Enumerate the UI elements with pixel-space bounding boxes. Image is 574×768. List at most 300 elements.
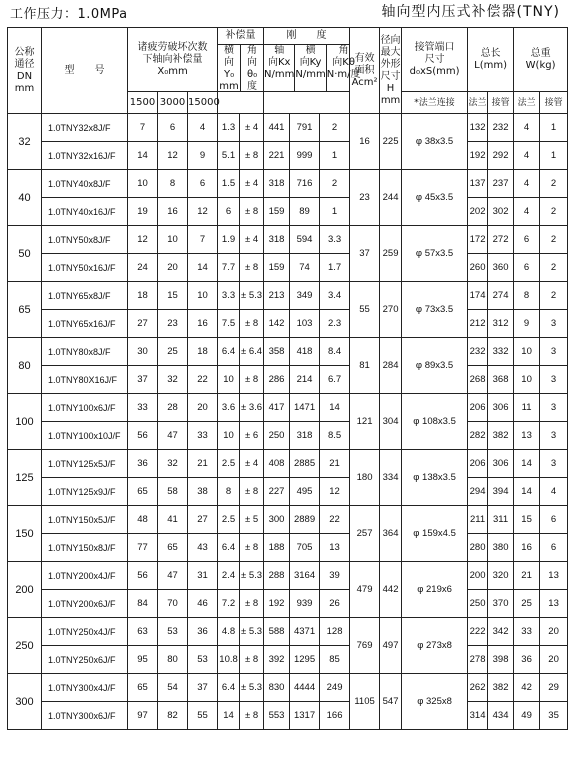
spec-table-body — [8, 114, 568, 730]
area-cell: 257 — [350, 506, 380, 562]
outer-size-header: 径向 最大 外形 尺寸 H mm — [380, 28, 402, 114]
x15000-cell: 18 — [188, 338, 218, 366]
theta-cell: ± 6 — [240, 422, 264, 450]
weight-tube-cell: 2 — [540, 170, 568, 198]
spec-table — [7, 27, 568, 730]
angular-stiffness-header: 角 向Kθ N·m/度 — [326, 45, 361, 80]
weight-flange-cell: 11 — [514, 394, 540, 422]
kt-cell: 12 — [320, 478, 350, 506]
x1500-cell: 30 — [128, 338, 158, 366]
x1500-cell: 37 — [128, 366, 158, 394]
model-cell: 1.0TNY100x6J/F — [42, 394, 128, 422]
kx-cell: 159 — [264, 198, 290, 226]
length-tube-cell: 368 — [488, 366, 514, 394]
length-flange-cell: 137 — [468, 170, 488, 198]
pipe-size-cell: φ 73x3.5 — [402, 282, 468, 338]
y0-cell: 7.2 — [218, 590, 240, 618]
fatigue-1500-header: 1500 — [128, 92, 158, 114]
kx-cell: 213 — [264, 282, 290, 310]
weight-flange-cell: 4 — [514, 142, 540, 170]
area-cell: 23 — [350, 170, 380, 226]
y0-cell: 6.4 — [218, 338, 240, 366]
kt-cell: 3.4 — [320, 282, 350, 310]
kx-cell: 417 — [264, 394, 290, 422]
theta-cell: ± 8 — [240, 702, 264, 730]
length-tube-cell: 380 — [488, 534, 514, 562]
theta-cell: ± 8 — [240, 590, 264, 618]
y0-cell: 6.4 — [218, 674, 240, 702]
ky-cell: 4444 — [290, 674, 320, 702]
x3000-cell: 70 — [158, 590, 188, 618]
flange-connection-header: *法兰连接 — [402, 92, 468, 114]
kt-cell: 26 — [320, 590, 350, 618]
model-header: 型 号 — [42, 28, 128, 114]
length-tube-cell: 332 — [488, 338, 514, 366]
dn-cell: 80 — [8, 338, 42, 394]
x15000-cell: 21 — [188, 450, 218, 478]
length-tube-cell: 292 — [488, 142, 514, 170]
length-flange-cell: 211 — [468, 506, 488, 534]
model-cell: 1.0TNY100x10J/F — [42, 422, 128, 450]
length-flange-cell: 260 — [468, 254, 488, 282]
theta-cell: ± 3.6 — [240, 394, 264, 422]
ky-cell: 791 — [290, 114, 320, 142]
weight-tube-cell: 1 — [540, 114, 568, 142]
model-cell: 1.0TNY80x8J/F — [42, 338, 128, 366]
ky-cell: 3164 — [290, 562, 320, 590]
x3000-cell: 15 — [158, 282, 188, 310]
length-flange-cell: 132 — [468, 114, 488, 142]
length-flange-cell: 282 — [468, 422, 488, 450]
ky-cell: 716 — [290, 170, 320, 198]
kx-cell: 318 — [264, 170, 290, 198]
weight-flange-cell: 4 — [514, 198, 540, 226]
x3000-cell: 47 — [158, 422, 188, 450]
weight-flange-cell: 21 — [514, 562, 540, 590]
table-row — [8, 506, 568, 534]
weight-tube-cell: 6 — [540, 534, 568, 562]
length-flange-cell: 280 — [468, 534, 488, 562]
kx-cell: 588 — [264, 618, 290, 646]
theta-cell: ± 6.4 — [240, 338, 264, 366]
length-tube-cell: 274 — [488, 282, 514, 310]
weight-flange-cell: 14 — [514, 450, 540, 478]
y0-cell: 3.6 — [218, 394, 240, 422]
dn-cell: 125 — [8, 450, 42, 506]
ky-cell: 2889 — [290, 506, 320, 534]
x15000-cell: 27 — [188, 506, 218, 534]
pipe-size-cell: φ 108x3.5 — [402, 394, 468, 450]
x1500-cell: 77 — [128, 534, 158, 562]
weight-tube-cell: 20 — [540, 646, 568, 674]
ky-cell: 1295 — [290, 646, 320, 674]
dn-cell: 300 — [8, 674, 42, 730]
kt-cell: 21 — [320, 450, 350, 478]
outer-size-cell: 334 — [380, 450, 402, 506]
x3000-cell: 54 — [158, 674, 188, 702]
weight-tube-cell: 3 — [540, 366, 568, 394]
stiffness-sub-spacer — [264, 92, 350, 114]
weight-flange-cell: 4 — [514, 114, 540, 142]
table-row — [8, 310, 568, 338]
document-title: 轴向型内压式补偿器(TNY) — [381, 4, 560, 20]
outer-size-cell: 259 — [380, 226, 402, 282]
x3000-cell: 53 — [158, 618, 188, 646]
weight-tube-cell: 20 — [540, 618, 568, 646]
length-flange-cell: 278 — [468, 646, 488, 674]
length-tube-cell: 311 — [488, 506, 514, 534]
x15000-cell: 14 — [188, 254, 218, 282]
table-row — [8, 618, 568, 646]
angular-comp-header: 角 向 θ₀ 度 — [246, 45, 258, 92]
table-row — [8, 226, 568, 254]
model-cell: 1.0TNY40x8J/F — [42, 170, 128, 198]
theta-cell: ± 8 — [240, 142, 264, 170]
table-row — [8, 590, 568, 618]
x1500-cell: 10 — [128, 170, 158, 198]
model-cell: 1.0TNY300x6J/F — [42, 702, 128, 730]
length-flange-cell: 174 — [468, 282, 488, 310]
y0-cell: 8 — [218, 478, 240, 506]
length-flange-cell: 222 — [468, 618, 488, 646]
weight-flange-cell: 4 — [514, 170, 540, 198]
outer-size-cell: 364 — [380, 506, 402, 562]
pipe-header: 接管端口 尺寸 d₀xS(mm) — [402, 28, 468, 92]
weight-flange-cell: 42 — [514, 674, 540, 702]
dn-cell: 100 — [8, 394, 42, 450]
table-row — [8, 534, 568, 562]
length-tube-cell: 398 — [488, 646, 514, 674]
x1500-cell: 36 — [128, 450, 158, 478]
kx-cell: 250 — [264, 422, 290, 450]
dn-header: 公称 通径 DN mm — [8, 28, 42, 114]
y0-cell: 2.4 — [218, 562, 240, 590]
model-cell: 1.0TNY50x8J/F — [42, 226, 128, 254]
weight-tube-cell: 2 — [540, 254, 568, 282]
x1500-cell: 24 — [128, 254, 158, 282]
weight-flange-cell: 25 — [514, 590, 540, 618]
length-tube-cell: 382 — [488, 674, 514, 702]
theta-cell: ± 8 — [240, 478, 264, 506]
dn-cell: 40 — [8, 170, 42, 226]
length-flange-cell: 294 — [468, 478, 488, 506]
y0-cell: 1.5 — [218, 170, 240, 198]
kx-cell: 441 — [264, 114, 290, 142]
y0-cell: 1.9 — [218, 226, 240, 254]
kx-cell: 142 — [264, 310, 290, 338]
x15000-cell: 36 — [188, 618, 218, 646]
kt-cell: 2.3 — [320, 310, 350, 338]
model-cell: 1.0TNY150x5J/F — [42, 506, 128, 534]
length-flange-cell: 202 — [468, 198, 488, 226]
model-cell: 1.0TNY200x6J/F — [42, 590, 128, 618]
lateral-stiffness-header: 横 向Ky N/mm — [295, 45, 326, 91]
y0-cell: 4.8 — [218, 618, 240, 646]
area-header: 有效 面积 Acm² — [350, 28, 380, 114]
axial-stiffness-header: 轴 向Kx N/mm — [264, 45, 295, 91]
kt-cell: 8.4 — [320, 338, 350, 366]
kx-cell: 286 — [264, 366, 290, 394]
ky-cell: 939 — [290, 590, 320, 618]
area-cell: 180 — [350, 450, 380, 506]
weight-tube-cell: 4 — [540, 478, 568, 506]
kt-cell: 1 — [320, 198, 350, 226]
table-row — [8, 702, 568, 730]
y0-cell: 10 — [218, 366, 240, 394]
y0-cell: 1.3 — [218, 114, 240, 142]
outer-size-cell: 547 — [380, 674, 402, 730]
dn-cell: 150 — [8, 506, 42, 562]
weight-tube-cell: 13 — [540, 590, 568, 618]
weight-flange-cell: 10 — [514, 366, 540, 394]
fatigue-15000-header: 15000 — [188, 92, 218, 114]
fatigue-3000-header: 3000 — [158, 92, 188, 114]
table-row — [8, 646, 568, 674]
outer-size-cell: 442 — [380, 562, 402, 618]
weight-flange-cell: 16 — [514, 534, 540, 562]
stiffness-header: 刚 度 轴 向Kx N/mm 横 向Ky N/mm 角 向Kθ N·m/度 — [264, 28, 350, 92]
x15000-cell: 46 — [188, 590, 218, 618]
length-flange-cell: 206 — [468, 450, 488, 478]
theta-cell: ± 8 — [240, 310, 264, 338]
x1500-cell: 63 — [128, 618, 158, 646]
ky-cell: 74 — [290, 254, 320, 282]
dn-cell: 50 — [8, 226, 42, 282]
theta-cell: ± 8 — [240, 254, 264, 282]
kt-cell: 249 — [320, 674, 350, 702]
ky-cell: 4371 — [290, 618, 320, 646]
table-row — [8, 562, 568, 590]
model-cell: 1.0TNY65x8J/F — [42, 282, 128, 310]
ky-cell: 705 — [290, 534, 320, 562]
fatigue-header: 诸疲劳破坏次数 下轴向补偿量 X₀mm — [128, 28, 218, 92]
x3000-cell: 6 — [158, 114, 188, 142]
lateral-comp-header: 横 向 Y₀ mm — [218, 45, 241, 91]
weight-header: 总重 W(kg) — [514, 28, 568, 92]
length-tube-cell: 302 — [488, 198, 514, 226]
pipe-size-cell: φ 45x3.5 — [402, 170, 468, 226]
weight-flange-cell: 15 — [514, 506, 540, 534]
length-tube-cell: 306 — [488, 394, 514, 422]
kx-cell: 392 — [264, 646, 290, 674]
outer-size-cell: 270 — [380, 282, 402, 338]
theta-cell: ± 8 — [240, 366, 264, 394]
model-cell: 1.0TNY40x16J/F — [42, 198, 128, 226]
dn-cell: 200 — [8, 562, 42, 618]
kx-cell: 318 — [264, 226, 290, 254]
x3000-cell: 16 — [158, 198, 188, 226]
x15000-cell: 43 — [188, 534, 218, 562]
pipe-size-cell: φ 159x4.5 — [402, 506, 468, 562]
model-cell: 1.0TNY250x4J/F — [42, 618, 128, 646]
kt-cell: 128 — [320, 618, 350, 646]
weight-tube-cell: 35 — [540, 702, 568, 730]
weight-tube-cell: 3 — [540, 394, 568, 422]
length-header: 总长 L(mm) — [468, 28, 514, 92]
x1500-cell: 97 — [128, 702, 158, 730]
length-tube-cell: 232 — [488, 114, 514, 142]
x15000-cell: 10 — [188, 282, 218, 310]
weight-tube-cell: 29 — [540, 674, 568, 702]
table-row — [8, 142, 568, 170]
weight-tube-cell: 3 — [540, 338, 568, 366]
x15000-cell: 12 — [188, 198, 218, 226]
model-cell: 1.0TNY300x4J/F — [42, 674, 128, 702]
kx-cell: 227 — [264, 478, 290, 506]
x1500-cell: 65 — [128, 674, 158, 702]
y0-cell: 10.8 — [218, 646, 240, 674]
length-flange-cell: 212 — [468, 310, 488, 338]
ky-cell: 89 — [290, 198, 320, 226]
y0-cell: 14 — [218, 702, 240, 730]
theta-cell: ± 5.3 — [240, 562, 264, 590]
y0-cell: 5.1 — [218, 142, 240, 170]
weight-tube-cell: 6 — [540, 506, 568, 534]
length-tube-cell: 306 — [488, 450, 514, 478]
x15000-cell: 20 — [188, 394, 218, 422]
length-flange-cell: 172 — [468, 226, 488, 254]
weight-flange-cell: 9 — [514, 310, 540, 338]
x3000-cell: 80 — [158, 646, 188, 674]
kx-cell: 188 — [264, 534, 290, 562]
ky-cell: 214 — [290, 366, 320, 394]
outer-size-cell: 225 — [380, 114, 402, 170]
dn-cell: 250 — [8, 618, 42, 674]
x15000-cell: 4 — [188, 114, 218, 142]
theta-cell: ± 5.3 — [240, 282, 264, 310]
ky-cell: 495 — [290, 478, 320, 506]
weight-tube-cell: 3 — [540, 450, 568, 478]
weight-flange-cell: 6 — [514, 254, 540, 282]
x1500-cell: 12 — [128, 226, 158, 254]
ky-cell: 2885 — [290, 450, 320, 478]
area-cell: 479 — [350, 562, 380, 618]
kx-cell: 288 — [264, 562, 290, 590]
x3000-cell: 28 — [158, 394, 188, 422]
x15000-cell: 55 — [188, 702, 218, 730]
theta-cell: ± 5.3 — [240, 674, 264, 702]
document-header — [0, 0, 574, 26]
ky-cell: 999 — [290, 142, 320, 170]
kt-cell: 85 — [320, 646, 350, 674]
pipe-size-cell: φ 57x3.5 — [402, 226, 468, 282]
ky-cell: 594 — [290, 226, 320, 254]
theta-cell: ± 4 — [240, 114, 264, 142]
kt-cell: 8.5 — [320, 422, 350, 450]
kx-cell: 159 — [264, 254, 290, 282]
table-row — [8, 282, 568, 310]
kt-cell: 3.3 — [320, 226, 350, 254]
table-row — [8, 394, 568, 422]
x3000-cell: 20 — [158, 254, 188, 282]
outer-size-cell: 304 — [380, 394, 402, 450]
x3000-cell: 82 — [158, 702, 188, 730]
length-flange-cell: 262 — [468, 674, 488, 702]
x1500-cell: 95 — [128, 646, 158, 674]
y0-cell: 7.5 — [218, 310, 240, 338]
x15000-cell: 6 — [188, 170, 218, 198]
theta-cell: ± 8 — [240, 646, 264, 674]
kt-cell: 13 — [320, 534, 350, 562]
length-tube-cell: 394 — [488, 478, 514, 506]
theta-cell: ± 4 — [240, 450, 264, 478]
x3000-cell: 32 — [158, 366, 188, 394]
model-cell: 1.0TNY125x5J/F — [42, 450, 128, 478]
length-flange-cell: 192 — [468, 142, 488, 170]
x1500-cell: 18 — [128, 282, 158, 310]
weight-flange-cell: 6 — [514, 226, 540, 254]
x3000-cell: 10 — [158, 226, 188, 254]
x3000-cell: 47 — [158, 562, 188, 590]
x15000-cell: 7 — [188, 226, 218, 254]
table-row — [8, 422, 568, 450]
area-cell: 55 — [350, 282, 380, 338]
ky-cell: 1317 — [290, 702, 320, 730]
x15000-cell: 37 — [188, 674, 218, 702]
length-flange-cell: 250 — [468, 590, 488, 618]
x3000-cell: 32 — [158, 450, 188, 478]
model-cell: 1.0TNY250x6J/F — [42, 646, 128, 674]
model-cell: 1.0TNY50x16J/F — [42, 254, 128, 282]
model-cell: 1.0TNY32x8J/F — [42, 114, 128, 142]
weight-flange-cell: 10 — [514, 338, 540, 366]
length-tube-cell: 370 — [488, 590, 514, 618]
weight-flange-cell: 14 — [514, 478, 540, 506]
x1500-cell: 65 — [128, 478, 158, 506]
ky-cell: 318 — [290, 422, 320, 450]
theta-cell: ± 5 — [240, 506, 264, 534]
dn-cell: 32 — [8, 114, 42, 170]
y0-cell: 6.4 — [218, 534, 240, 562]
theta-cell: ± 5.3 — [240, 618, 264, 646]
length-flange-cell: 206 — [468, 394, 488, 422]
x15000-cell: 9 — [188, 142, 218, 170]
x1500-cell: 14 — [128, 142, 158, 170]
pipe-size-cell: φ 89x3.5 — [402, 338, 468, 394]
kx-cell: 358 — [264, 338, 290, 366]
outer-size-cell: 497 — [380, 618, 402, 674]
kt-cell: 2 — [320, 114, 350, 142]
kt-cell: 1 — [320, 142, 350, 170]
weight-flange-cell: 8 — [514, 282, 540, 310]
table-row — [8, 366, 568, 394]
dn-cell: 65 — [8, 282, 42, 338]
weight-tube-cell: 13 — [540, 562, 568, 590]
outer-size-cell: 284 — [380, 338, 402, 394]
length-tube-cell: 272 — [488, 226, 514, 254]
model-cell: 1.0TNY200x4J/F — [42, 562, 128, 590]
weight-flange-cell: 13 — [514, 422, 540, 450]
table-row — [8, 338, 568, 366]
compensation-header: 补偿量 横 向 Y₀ mm 角 向 θ₀ 度 — [218, 28, 264, 92]
pipe-size-cell: φ 219x6 — [402, 562, 468, 618]
length-tube-cell: 312 — [488, 310, 514, 338]
x3000-cell: 8 — [158, 170, 188, 198]
ky-cell: 103 — [290, 310, 320, 338]
x3000-cell: 65 — [158, 534, 188, 562]
weight-tube-cell: 3 — [540, 310, 568, 338]
ky-cell: 1471 — [290, 394, 320, 422]
kt-cell: 14 — [320, 394, 350, 422]
x15000-cell: 33 — [188, 422, 218, 450]
model-cell: 1.0TNY32x16J/F — [42, 142, 128, 170]
model-cell: 1.0TNY150x8J/F — [42, 534, 128, 562]
x3000-cell: 23 — [158, 310, 188, 338]
length-flange-cell: 200 — [468, 562, 488, 590]
model-cell: 1.0TNY80X16J/F — [42, 366, 128, 394]
x1500-cell: 56 — [128, 422, 158, 450]
x1500-cell: 84 — [128, 590, 158, 618]
